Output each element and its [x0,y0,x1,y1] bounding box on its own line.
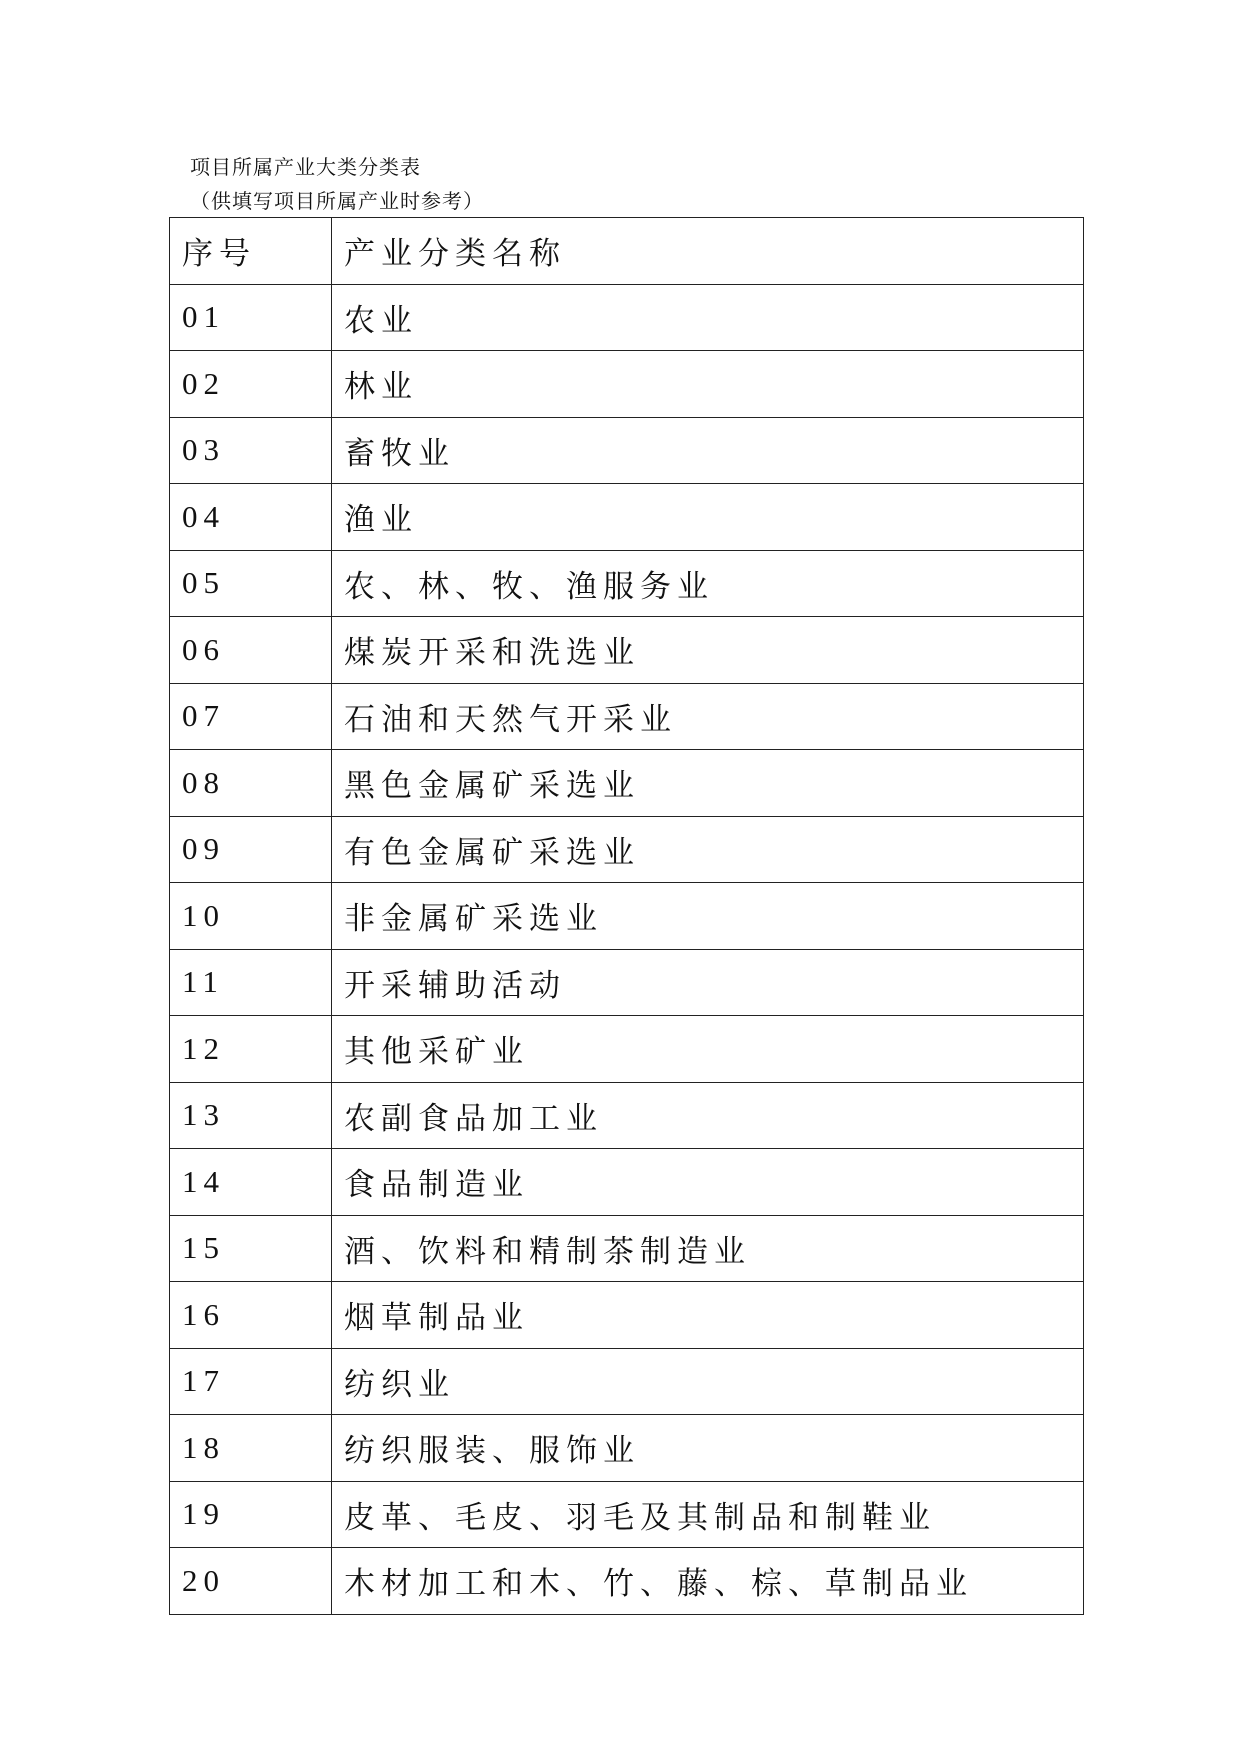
industry-category-table [169,217,1084,1615]
column-header-name: 产业分类名称 [332,218,1084,285]
table-row [170,1415,1084,1482]
row-industry-name: 石油和天然气开采业 [332,683,1084,750]
table-row [170,1348,1084,1415]
row-serial-number: 07 [170,683,332,750]
row-industry-name: 其他采矿业 [332,1016,1084,1083]
row-industry-name: 煤炭开采和洗选业 [332,617,1084,684]
row-serial-number: 15 [170,1215,332,1282]
table-row [170,617,1084,684]
row-industry-name: 烟草制品业 [332,1282,1084,1349]
row-industry-name: 畜牧业 [332,417,1084,484]
table-row [170,550,1084,617]
row-serial-number: 12 [170,1016,332,1083]
table-row [170,1149,1084,1216]
table-row [170,1481,1084,1548]
row-industry-name: 纺织服装、服饰业 [332,1415,1084,1482]
row-serial-number: 20 [170,1548,332,1615]
document-subtitle: （供填写项目所属产业时参考） [190,189,484,213]
row-serial-number: 03 [170,417,332,484]
row-serial-number: 14 [170,1149,332,1216]
row-industry-name: 食品制造业 [332,1149,1084,1216]
row-serial-number: 16 [170,1282,332,1349]
row-serial-number: 05 [170,550,332,617]
row-serial-number: 13 [170,1082,332,1149]
row-industry-name: 农、林、牧、渔服务业 [332,550,1084,617]
row-serial-number: 11 [170,949,332,1016]
table-row [170,484,1084,551]
table-row [170,816,1084,883]
row-serial-number: 17 [170,1348,332,1415]
row-serial-number: 08 [170,750,332,817]
column-header-serial: 序号 [170,218,332,285]
row-industry-name: 黑色金属矿采选业 [332,750,1084,817]
row-serial-number: 09 [170,816,332,883]
row-serial-number: 01 [170,284,332,351]
table-row [170,284,1084,351]
row-industry-name: 开采辅助活动 [332,949,1084,1016]
row-industry-name: 农副食品加工业 [332,1082,1084,1149]
document-header [190,150,484,218]
row-serial-number: 10 [170,883,332,950]
table-row [170,1016,1084,1083]
table-row [170,883,1084,950]
table-row [170,683,1084,750]
document-title: 项目所属产业大类分类表 [190,155,421,179]
table-row [170,1548,1084,1615]
row-serial-number: 02 [170,351,332,418]
table-row [170,1082,1084,1149]
row-industry-name: 渔业 [332,484,1084,551]
row-serial-number: 18 [170,1415,332,1482]
table-row [170,351,1084,418]
table-header-row [170,218,1084,285]
row-industry-name: 林业 [332,351,1084,418]
table-row [170,949,1084,1016]
table-row [170,1215,1084,1282]
row-industry-name: 木材加工和木、竹、藤、棕、草制品业 [332,1548,1084,1615]
row-industry-name: 皮革、毛皮、羽毛及其制品和制鞋业 [332,1481,1084,1548]
table-body [170,284,1084,1614]
table-row [170,417,1084,484]
row-industry-name: 纺织业 [332,1348,1084,1415]
row-industry-name: 有色金属矿采选业 [332,816,1084,883]
row-industry-name: 非金属矿采选业 [332,883,1084,950]
row-serial-number: 06 [170,617,332,684]
table-row [170,1282,1084,1349]
row-serial-number: 19 [170,1481,332,1548]
row-industry-name: 农业 [332,284,1084,351]
row-serial-number: 04 [170,484,332,551]
row-industry-name: 酒、饮料和精制茶制造业 [332,1215,1084,1282]
table-row [170,750,1084,817]
